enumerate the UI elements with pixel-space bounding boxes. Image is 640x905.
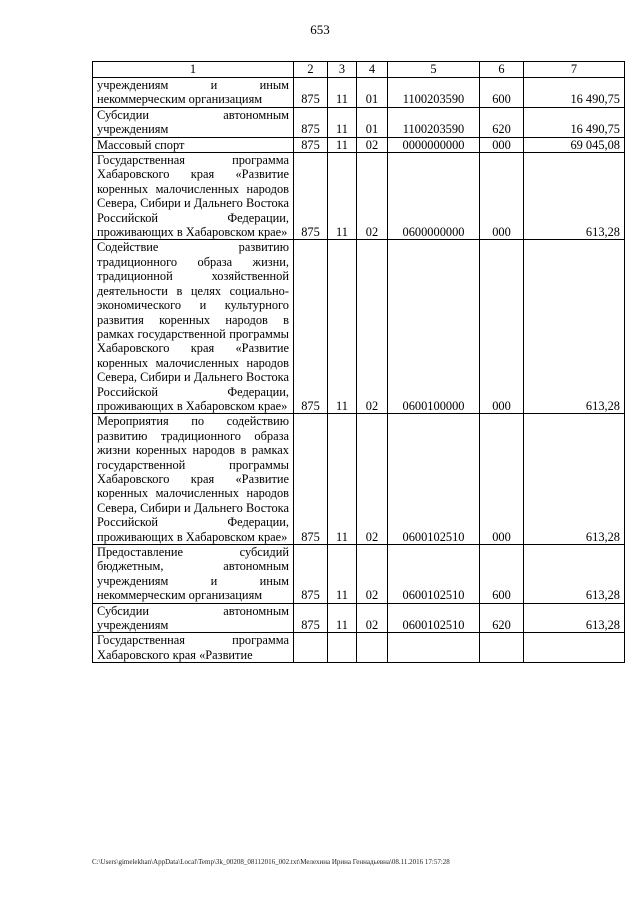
subchapter-code-cell: 02 bbox=[357, 414, 388, 545]
table-row bbox=[93, 78, 625, 108]
subchapter-code-cell: 02 bbox=[357, 240, 388, 414]
subchapter-code-cell bbox=[357, 633, 388, 663]
subchapter-code-cell: 02 bbox=[357, 153, 388, 240]
table-row bbox=[93, 240, 625, 414]
item-name-cell bbox=[93, 545, 294, 604]
header-cell: 7 bbox=[524, 62, 625, 78]
chapter-code-cell: 11 bbox=[328, 137, 357, 152]
section-code-cell: 875 bbox=[294, 603, 328, 633]
item-name-cell bbox=[93, 153, 294, 240]
chapter-code-cell: 11 bbox=[328, 414, 357, 545]
item-name-text: Субсидии автономным учреждениям bbox=[97, 603, 289, 633]
section-code-cell: 875 bbox=[294, 107, 328, 137]
expense-type-cell: 620 bbox=[480, 107, 524, 137]
section-code-cell: 875 bbox=[294, 78, 328, 108]
header-cell: 2 bbox=[294, 62, 328, 78]
table-row bbox=[93, 137, 625, 152]
chapter-code-cell: 11 bbox=[328, 240, 357, 414]
expense-type-cell: 000 bbox=[480, 153, 524, 240]
header-cell: 4 bbox=[357, 62, 388, 78]
section-code-cell: 875 bbox=[294, 137, 328, 152]
chapter-code-cell bbox=[328, 633, 357, 663]
amount-cell: 16 490,75 bbox=[524, 107, 625, 137]
target-article-cell bbox=[388, 633, 480, 663]
amount-cell: 69 045,08 bbox=[524, 137, 625, 152]
amount-cell: 16 490,75 bbox=[524, 78, 625, 108]
item-name-text: Субсидии автономным учреждениям bbox=[97, 107, 289, 137]
chapter-code-cell: 11 bbox=[328, 78, 357, 108]
item-name-text: Предоставление субсидий бюджетным, автономным учреждениям и иным некоммерческим организациям bbox=[97, 545, 289, 603]
budget-table bbox=[92, 61, 625, 663]
expense-type-cell: 000 bbox=[480, 137, 524, 152]
table-row bbox=[93, 545, 625, 604]
header-cell: 3 bbox=[328, 62, 357, 78]
expense-type-cell: 600 bbox=[480, 545, 524, 604]
amount-cell: 613,28 bbox=[524, 240, 625, 414]
target-article-cell: 0600000000 bbox=[388, 153, 480, 240]
subchapter-code-cell: 01 bbox=[357, 107, 388, 137]
amount-cell: 613,28 bbox=[524, 603, 625, 633]
target-article-cell: 0600102510 bbox=[388, 414, 480, 545]
section-code-cell bbox=[294, 633, 328, 663]
footer-file-path: C:\Users\gimelekhan\AppData\Local\Temp\3k_00208_08112016_002.txt\Мелехина Ирина Геннадьевна\08.11.2016 17:57:28 bbox=[92, 858, 450, 866]
chapter-code-cell: 11 bbox=[328, 107, 357, 137]
chapter-code-cell: 11 bbox=[328, 603, 357, 633]
item-name-text: учреждениям и иным некоммерческим организациям bbox=[97, 78, 289, 107]
section-code-cell: 875 bbox=[294, 153, 328, 240]
table-row bbox=[93, 153, 625, 240]
amount-cell bbox=[524, 633, 625, 663]
section-code-cell: 875 bbox=[294, 414, 328, 545]
header-cell: 5 bbox=[388, 62, 480, 78]
amount-cell: 613,28 bbox=[524, 545, 625, 604]
item-name-cell bbox=[93, 78, 294, 108]
table-row bbox=[93, 633, 625, 663]
target-article-cell: 0600102510 bbox=[388, 545, 480, 604]
item-name-text: Государственная программа Хабаровского края «Развитие коренных малочисленных народов Севера, Сибири и Дальнего Востока Российской Федерации, проживающих в Хабаровском крае» bbox=[97, 153, 289, 240]
expense-type-cell: 000 bbox=[480, 240, 524, 414]
page-number: 653 bbox=[310, 22, 330, 37]
subchapter-code-cell: 02 bbox=[357, 545, 388, 604]
item-name-text: Массовый спорт bbox=[97, 137, 185, 152]
section-code-cell: 875 bbox=[294, 240, 328, 414]
section-code-cell: 875 bbox=[294, 545, 328, 604]
item-name-cell bbox=[93, 137, 294, 152]
item-name-cell bbox=[93, 414, 294, 545]
item-name-text: Мероприятия по содействию развитию традиционного образа жизни коренных народов в рамках государственной программы Хабаровского края «Развитие коренных малочисленных народов Севера, Сибири и Дальнего Востока Российской Федерации, проживающих в Хабаровском крае» bbox=[97, 414, 289, 544]
expense-type-cell: 000 bbox=[480, 414, 524, 545]
table-row bbox=[93, 414, 625, 545]
target-article-cell: 0600100000 bbox=[388, 240, 480, 414]
item-name-cell bbox=[93, 633, 294, 663]
expense-type-cell: 600 bbox=[480, 78, 524, 108]
item-name-text: Государственная программа Хабаровского края «Развитие bbox=[97, 633, 289, 662]
table-header-row bbox=[93, 62, 625, 78]
item-name-cell bbox=[93, 107, 294, 137]
expense-type-cell: 620 bbox=[480, 603, 524, 633]
header-cell: 6 bbox=[480, 62, 524, 78]
amount-cell: 613,28 bbox=[524, 153, 625, 240]
table-row bbox=[93, 107, 625, 137]
target-article-cell: 0000000000 bbox=[388, 137, 480, 152]
amount-cell: 613,28 bbox=[524, 414, 625, 545]
target-article-cell: 1100203590 bbox=[388, 78, 480, 108]
chapter-code-cell: 11 bbox=[328, 545, 357, 604]
subchapter-code-cell: 02 bbox=[357, 603, 388, 633]
header-cell: 1 bbox=[93, 62, 294, 78]
item-name-cell bbox=[93, 240, 294, 414]
item-name-cell bbox=[93, 603, 294, 633]
subchapter-code-cell: 01 bbox=[357, 78, 388, 108]
item-name-text: Содействие развитию традиционного образа жизни, традиционной хозяйственной деятельности в целях социально-экономического и культурного развития коренных народов в рамках государственной программы Хабаровского края «Развитие коренных малочисленных народов Севера, Сибири и Дальнего Востока Российской Федерации, проживающих в Хабаровском крае» bbox=[97, 240, 289, 413]
subchapter-code-cell: 02 bbox=[357, 137, 388, 152]
table-row bbox=[93, 603, 625, 633]
target-article-cell: 0600102510 bbox=[388, 603, 480, 633]
expense-type-cell bbox=[480, 633, 524, 663]
chapter-code-cell: 11 bbox=[328, 153, 357, 240]
target-article-cell: 1100203590 bbox=[388, 107, 480, 137]
